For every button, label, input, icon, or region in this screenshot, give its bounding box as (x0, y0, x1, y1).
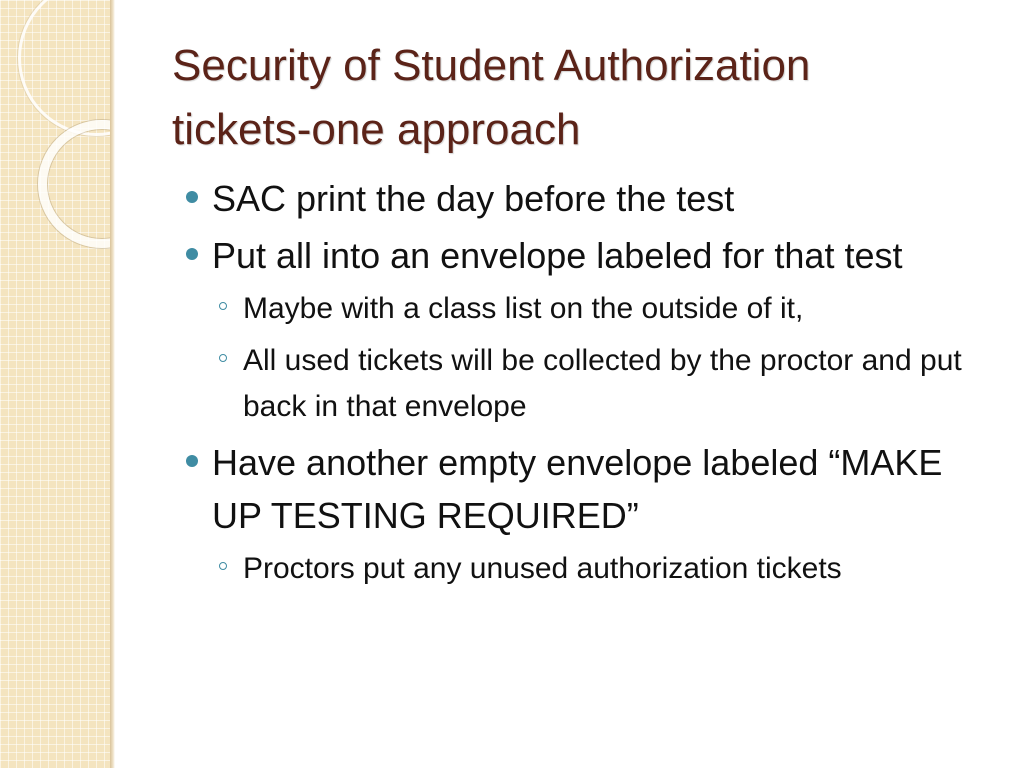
bullet-ring-icon (219, 354, 227, 362)
bullet-list (186, 172, 996, 598)
decorative-ring (38, 120, 110, 248)
sub-bullet-text: All used tickets will be collected by the proctor and put back in that envelope (243, 344, 962, 423)
decorative-ring (18, 0, 110, 136)
sub-bullet-item (186, 546, 996, 592)
bullet-text: Have another empty envelope labeled “MAKE UP TESTING REQUIRED” (212, 442, 943, 536)
sidebar-edge (110, 0, 115, 768)
title-line: tickets-one approach (172, 105, 581, 154)
bullet-ring-icon (219, 302, 227, 310)
bullet-text: SAC print the day before the test (212, 178, 735, 219)
sub-bullet-text: Maybe with a class list on the outside of it, (243, 292, 804, 325)
sub-bullet-text: Proctors put any unused authorization tickets (243, 552, 842, 585)
bullet-dot-icon (186, 191, 198, 203)
bullet-dot-icon (186, 248, 198, 260)
decorative-sidebar (0, 0, 110, 768)
bullet-dot-icon (186, 455, 198, 467)
bullet-item (186, 172, 996, 225)
sub-bullet-item (186, 286, 996, 332)
bullet-item (186, 436, 996, 542)
bullet-ring-icon (219, 562, 227, 570)
bullet-item (186, 229, 996, 282)
bullet-text: Put all into an envelope labeled for that test (212, 235, 903, 276)
title-line: Security of Student Authorization (172, 41, 811, 90)
slide-title (172, 34, 992, 162)
sub-bullet-item (186, 338, 996, 430)
